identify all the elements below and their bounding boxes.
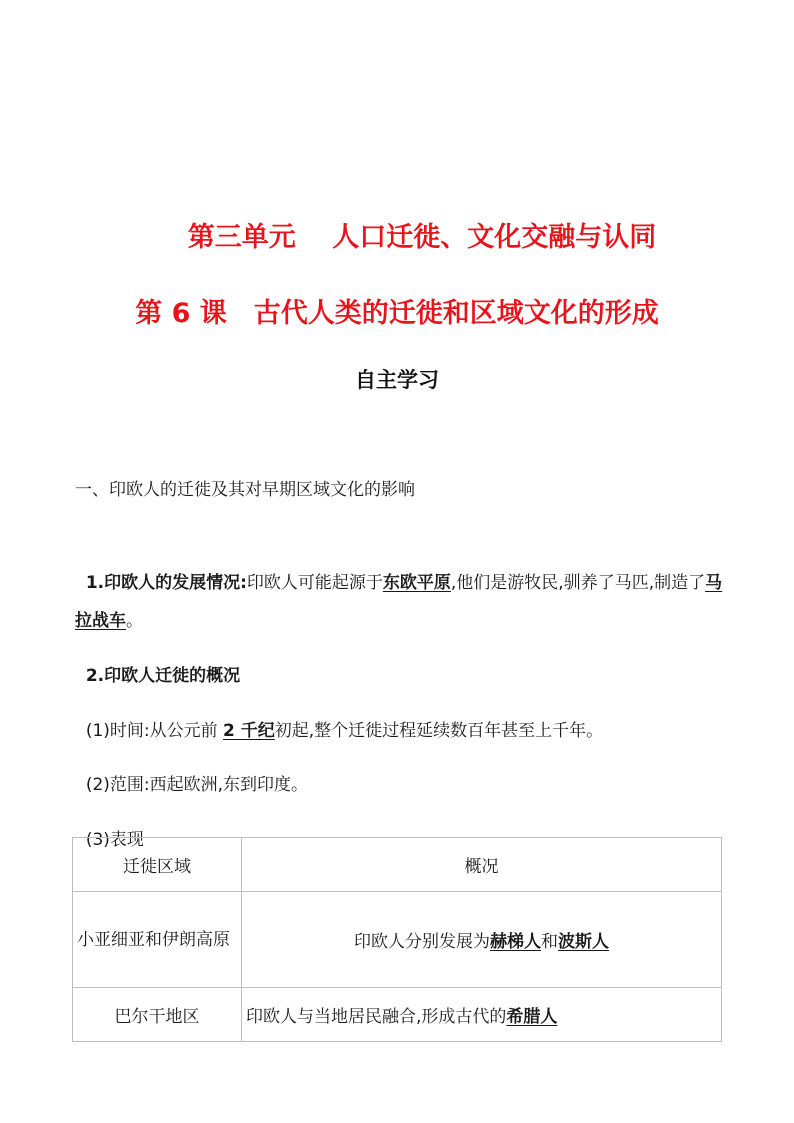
table-cell-overview: [242, 988, 722, 1042]
row1-text-a: 印欧人分别发展为: [354, 932, 490, 952]
table-header-overview: 概况: [242, 838, 722, 892]
unit-title: 第三单元 人口迁徙、文化交融与认同: [187, 222, 657, 253]
row2-text-a: 印欧人与当地居民融合,形成古代的: [246, 1007, 507, 1027]
item-1-key-b: 马拉战车: [75, 573, 723, 631]
sub-1-text-b: 初起,整个迁徙过程延续数百年甚至上千年。: [274, 721, 604, 741]
item-1-text-c: 。: [126, 611, 143, 631]
table-row: [73, 988, 722, 1042]
sub-1-text-a: 从公元前: [149, 721, 224, 741]
table-cell-overview: [242, 892, 722, 988]
heading-1: 一、印欧人的迁徙及其对早期区域文化的影响: [75, 480, 415, 500]
row1-key-a: 赫梯人: [490, 932, 541, 952]
item-1-label: 1.印欧人的发展情况:: [85, 573, 247, 593]
item-1-key-a: 东欧平原: [382, 573, 451, 593]
item-1-text-b: ,他们是游牧民,驯养了马匹,制造了: [450, 573, 706, 593]
item-2-label: 2.印欧人迁徙的概况: [85, 666, 241, 686]
sub-2-text: 西起欧洲,东到印度。: [149, 775, 309, 795]
sub-3-label: (3)表现: [85, 830, 144, 850]
item-1-text-a: 印欧人可能起源于: [246, 573, 383, 593]
table-row: [73, 892, 722, 988]
sub-1-key: 2 千纪: [223, 721, 275, 741]
section-title: 自主学习: [355, 368, 439, 392]
migration-table: [72, 837, 722, 1042]
sub-1-label: (1)时间:: [85, 721, 150, 741]
table-cell-region: 巴尔干地区: [73, 988, 242, 1042]
table-cell-region: 小亚细亚和伊朗高原: [73, 892, 242, 988]
table-header-row: [73, 838, 722, 892]
row1-text-b: 和: [541, 932, 558, 952]
sub-2-label: (2)范围:: [85, 775, 150, 795]
table-header-region: 迁徙区域: [73, 838, 242, 892]
row1-key-b: 波斯人: [558, 932, 609, 952]
row2-key-a: 希腊人: [506, 1007, 558, 1027]
lesson-title: 第 6 课 古代人类的迁徙和区域文化的形成: [135, 298, 659, 329]
